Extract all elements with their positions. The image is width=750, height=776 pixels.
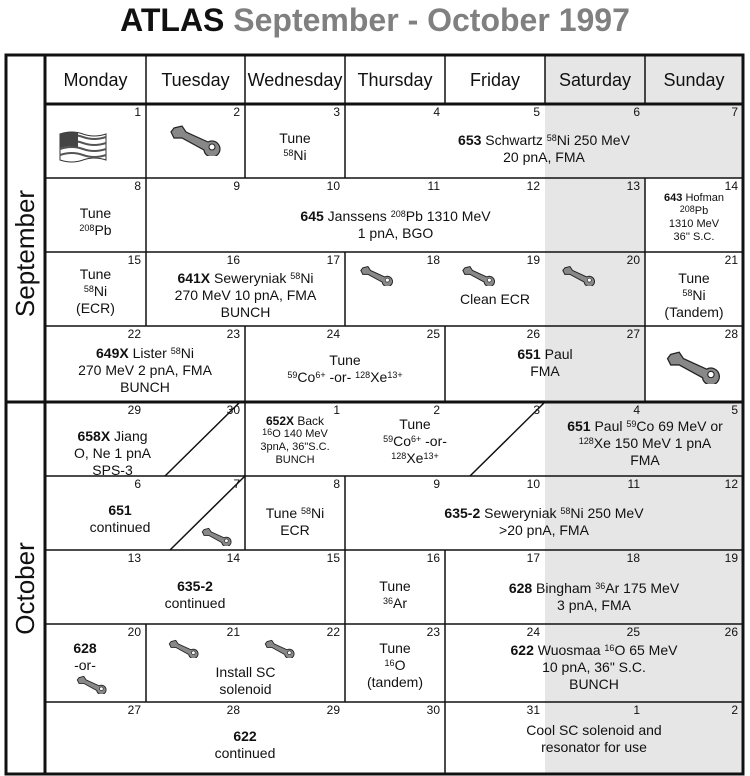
day-header-tuesday: Tuesday (161, 69, 230, 90)
date-number: 19 (526, 253, 540, 267)
date-number: 29 (127, 403, 141, 417)
day-header-wednesday: Wednesday (247, 69, 343, 90)
date-number: 4 (433, 105, 440, 119)
date-number: 13 (626, 179, 640, 193)
date-number: 2 (433, 403, 440, 417)
wrench-icon (460, 264, 498, 286)
w6-continued: 651 continued (89, 502, 151, 535)
w8-install: Install SC solenoid (215, 664, 276, 697)
date-number: 19 (724, 551, 738, 565)
w3-experiment: 641X Seweryniak $^{58}$Ni 270 MeV 10 pnA, FMA BUNCH (174, 270, 317, 320)
wrench-icon (358, 264, 396, 286)
title-atlas: ATLAS (120, 2, 225, 38)
w9-continued: 622 continued (214, 728, 276, 761)
w9-cool: Cool SC solenoid and resonator for use (526, 722, 662, 755)
date-number: 8 (333, 477, 340, 491)
w8-tune: Tune $^{16}$O (tandem) (366, 640, 424, 690)
date-number: 9 (233, 179, 240, 193)
w3-tune: Tune $^{58}$Ni (ECR) (76, 266, 115, 316)
date-number: 31 (526, 703, 540, 717)
date-number: 9 (433, 477, 440, 491)
date-number: 16 (226, 253, 240, 267)
date-number: 1 (633, 703, 640, 717)
date-number: 17 (526, 551, 540, 565)
date-number: 28 (724, 327, 738, 341)
wrench-icon (200, 526, 234, 546)
date-number: 12 (526, 179, 540, 193)
wrench-icon (166, 638, 202, 658)
date-number: 24 (526, 625, 540, 639)
date-number: 6 (134, 477, 141, 491)
date-number: 21 (724, 253, 738, 267)
date-number: 12 (724, 477, 738, 491)
wrench-icon (560, 264, 598, 286)
date-number: 5 (533, 105, 540, 119)
w4-experiment: 649X Lister $^{58}$Ni 270 MeV 2 pnA, FMA BUNCH (78, 345, 212, 395)
w2-tune: Tune $^{208}$Pb (79, 205, 112, 238)
w7-tune: Tune $^{36}$Ar (379, 578, 411, 611)
w3-sunday-tune: Tune $^{58}$Ni (Tandem) (664, 270, 724, 320)
w5-paul: 651 Paul $^{59}$Co 69 MeV or $^{128}$Xe 150 MeV 1 pnA FMA (567, 418, 723, 468)
date-number: 6 (633, 105, 640, 119)
date-number: 21 (226, 625, 240, 639)
date-number: 13 (127, 551, 141, 565)
date-number: 2 (731, 703, 738, 717)
date-number: 17 (326, 253, 340, 267)
w2-sunday-experiment: 643 Hofman $^{208}$Pb 1310 MeV 36'' S.C. (664, 192, 724, 243)
date-number: 10 (326, 179, 340, 193)
w1-tune: Tune $^{58}$Ni (279, 130, 311, 163)
w1-experiment: 653 Schwartz $^{58}$Ni 250 MeV 20 pnA, FMA (458, 132, 630, 165)
w8-experiment: 622 Wuosmaa $^{16}$O 65 MeV 10 pnA, 36" S.C. BUNCH (510, 642, 678, 692)
date-number: 8 (134, 179, 141, 193)
w3-clean-ecr: Clean ECR (459, 291, 531, 307)
w5-experiment: 658X Jiang O, Ne 1 pnA SPS-3 (73, 428, 152, 478)
date-number: 5 (731, 403, 738, 417)
wrench-icon (664, 348, 724, 384)
date-number: 14 (226, 551, 240, 565)
day-header-friday: Friday (469, 69, 520, 90)
w5-tune: Tune $^{59}Co^{6+}$ -or- $^{128}Xe^{13+}$ (383, 416, 447, 466)
w6-experiment: 635-2 Seweryniak $^{58}$Ni 250 MeV >20 pnA, FMA (444, 505, 644, 538)
date-number: 30 (426, 703, 440, 717)
date-number: 29 (326, 703, 340, 717)
day-header-thursday: Thursday (357, 69, 433, 90)
date-number: 18 (426, 253, 440, 267)
date-number: 10 (526, 477, 540, 491)
day-header-monday: Monday (63, 69, 128, 90)
date-number: 3 (333, 105, 340, 119)
date-number: 27 (626, 327, 640, 341)
w8-628: 628 -or- (73, 640, 97, 673)
date-number: 22 (127, 327, 141, 341)
date-number: 1 (134, 105, 141, 119)
wrench-icon (74, 674, 110, 694)
w6-tune: Tune $^{58}$Ni ECR (265, 505, 325, 538)
w4-tune: Tune $^{59}Co^{6+}$ -or- $^{128}Xe^{13+}$ (287, 352, 403, 385)
date-number: 28 (226, 703, 240, 717)
w7-experiment: 628 Bingham $^{36}$Ar 175 MeV 3 pnA, FMA (508, 580, 680, 613)
day-header-sunday: Sunday (663, 69, 725, 90)
date-number: 24 (326, 327, 340, 341)
date-number: 11 (427, 179, 440, 193)
date-number: 14 (724, 179, 738, 193)
date-number: 16 (426, 551, 440, 565)
date-number: 7 (233, 477, 240, 491)
date-number: 20 (626, 253, 640, 267)
date-number: 4 (633, 403, 640, 417)
flag-icon (58, 128, 108, 164)
date-number: 25 (626, 625, 640, 639)
w2-experiment: 645 Janssens $^{208}$Pb 1310 MeV 1 pnA, BGO (300, 208, 491, 241)
date-number: 25 (426, 327, 440, 341)
date-number: 11 (627, 477, 640, 491)
date-number: 27 (127, 703, 141, 717)
date-number: 20 (127, 625, 141, 639)
date-number: 15 (326, 551, 340, 565)
month-label-october: October (10, 541, 40, 635)
date-number: 22 (326, 625, 340, 639)
day-header-saturday: Saturday (558, 69, 632, 90)
date-number: 23 (226, 327, 240, 341)
w5-back: 652X Back $^{16}$O 140 MeV 3pnA, 36"S.C. BUNCH (260, 414, 330, 466)
date-number: 18 (626, 551, 640, 565)
w4-paul: 651 Paul FMA (517, 346, 573, 379)
date-number: 7 (731, 105, 738, 119)
date-number: 23 (426, 625, 440, 639)
wrench-icon (168, 122, 224, 156)
title-dates: September - October 1997 (233, 2, 630, 38)
date-number: 30 (226, 403, 240, 417)
date-number: 26 (724, 625, 738, 639)
date-number: 2 (233, 105, 240, 119)
date-number: 1 (333, 403, 340, 417)
date-number: 15 (127, 253, 141, 267)
month-label-september: September (10, 189, 40, 317)
date-number: 3 (533, 403, 540, 417)
w7-continued: 635-2 continued (164, 578, 226, 611)
date-number: 26 (526, 327, 540, 341)
wrench-icon (262, 638, 298, 658)
